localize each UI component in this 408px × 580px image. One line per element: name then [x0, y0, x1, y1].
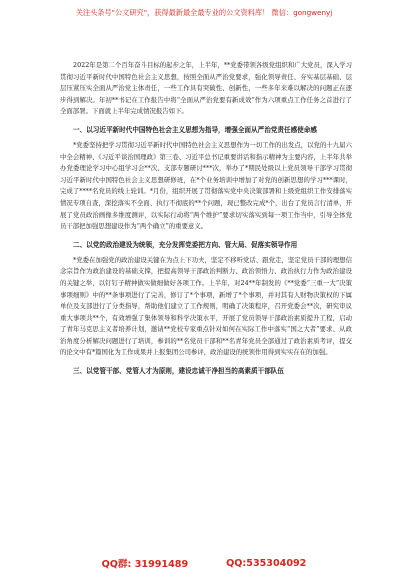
- qq-number-text: QQ:535304092: [226, 557, 307, 569]
- section-heading-3: 三、以党管干部、党管人才为原则，建设忠诚干净担当的高素质干部队伍: [73, 367, 284, 376]
- section-1-paragraph: *党委坚持把学习贯彻习近平新时代中国特色社会主义思想作为一切工作的出发点，以党的十九届六中全会精神、《习近平谈治国理政》第三卷、习近平总书记重要讲话和指示精神为主要内容，上半年共举办党委理论学习中心组学习会**次、支部专题研讨***次，举办了*期民处级以上党员领导干部学习贯彻习近平新时代中国特色社会主义思想研修班，在*个业务培训中增加了对党的创新思想的学习***课时，完成了****名党员的线上轮训。*月份，组织开展了贯彻落实党中央决策部署和上级党组织工作安排落实情况专项自查，深挖落实不全面、执行不彻底的**个问题，现已整改完成*个，出台了党员言行清单，开展了党员政治画像多维度测评，以实际行动将“两个维护”要求切实落实到每一项工作当中，引导全体党员干部把加强思想建设作为“两个确立”的重要意义。: [60, 140, 352, 231]
- footer-contacts: [0, 552, 408, 574]
- document-body: [60, 60, 352, 381]
- intro-paragraph: 2022年是第二个百年奋斗目标的起步之年，上半年，**党委带领各级党组织和广大党员，深入学习贯彻习近平新时代中国特色社会主义思想，按照全面从严治党要求，强化领导责任、夯实基层基础、层层压紧压实全面从严治党主体责任，一些工作具有突破性、创新性，一些多年来难以解决的问题正在逐步得到解决。年初**书记在工作报告中将“全面从严治党要有新成效”作为六项重点工作任务之首进行了全面部署。下面就上半年完成情况报告如下。: [60, 61, 352, 116]
- section-2-paragraph: *党委在加强党的政治建设关键在为点上下功夫，坚定不移听党话、跟党走，坚定党员干部的理想信念宗旨作为政治建设的基础支撑，把提高领导干部政治判断力、政治领悟力、政治执行力作为政治建设的关键之举，以钉钉子精神做实做细做好各项工作。上半年，对24**年制发的《**党委“三重一大”决策事项细则》中的**条事项进行了完善，修订了*个事项，新增了*个事项，并对其有人财物决策权的下属单位及支部进行了分类指导，帮助他们建立了工作规则，明确了决策程序，召开党委会**次，研究审议重大事项共**个，有效增强了集体领导和科学决策水平，开展了党员领导干部政治素质提升工程，启动了青年马克思主义者培养计划，邀请**党校专家重点针对如何在实际工作中落实“国之大者”要求、从政治角度分析解决问题进行了培训，参训的**名党员干部和**名青年党员全部通过了政治素质考评，提交的论文中有*篇国化为工作成果并上报集团公司参评，政治建设的统领作用得到实实在在的加强。: [60, 255, 352, 357]
- top-banner: [0, 0, 408, 26]
- section-heading-2: 二、以党的政治建设为统领，充分发挥党委把方向、管大局、促落实领导作用: [73, 240, 298, 249]
- qq-group-text: QQ群: 31991489: [101, 559, 189, 570]
- banner-text: 关注头条号"公文研究"，获得最新最全最专业的公文资料库！ 微信：gongwenyj: [75, 8, 333, 17]
- section-heading-1: 一、以习近平新时代中国特色社会主义思想为指导，增强全面从严治党责任感使命感: [73, 125, 317, 134]
